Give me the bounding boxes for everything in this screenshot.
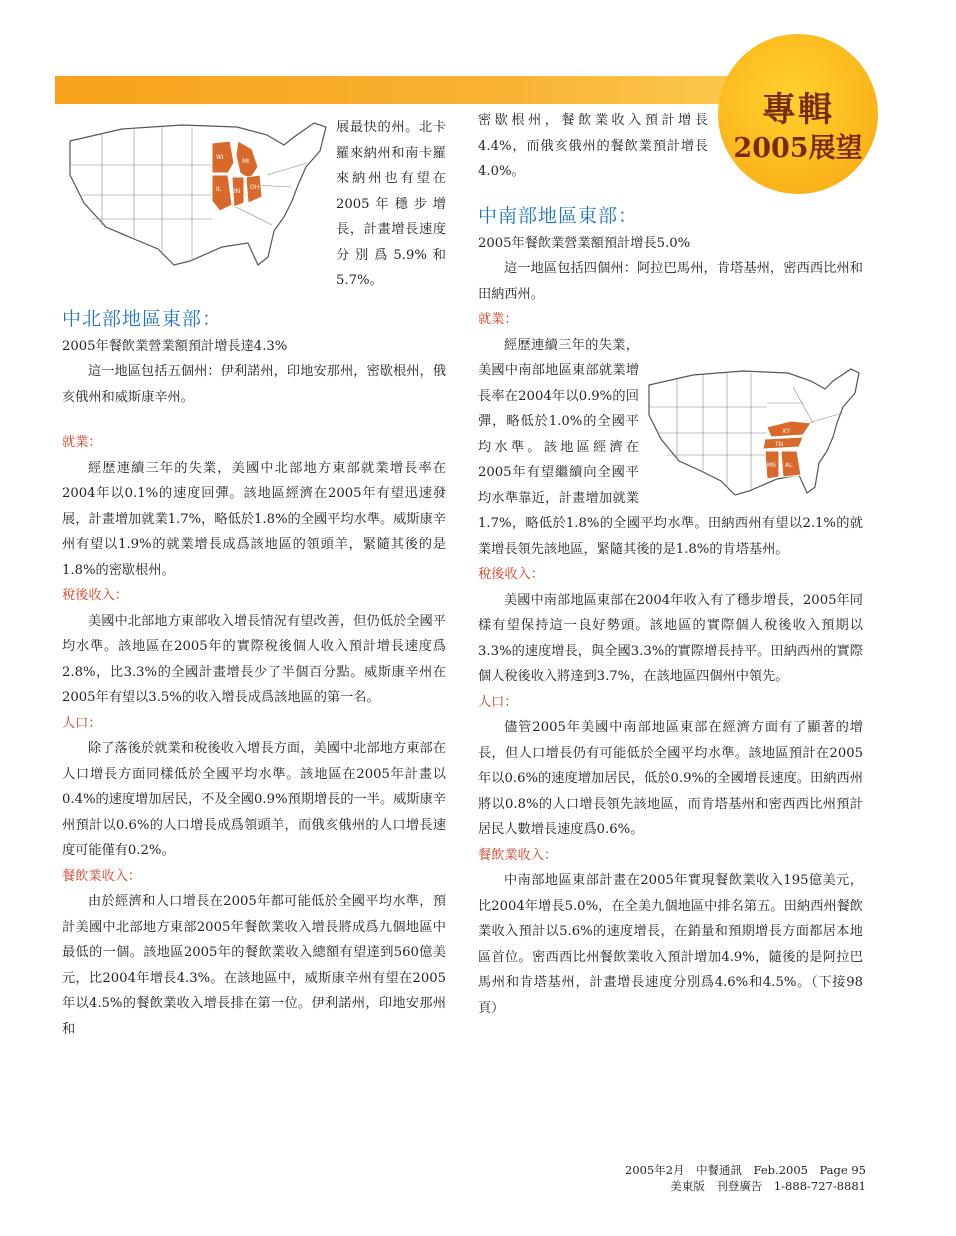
map-label-oh: OH: [250, 184, 260, 191]
employment-paragraph: 經歷連續三年的失業，美國中北部地方東部就業增長率在2004年以0.1%的速度回彈。該地區經濟在2005年有望迅速發展，計畫增加就業1.7%，略低於1.8%的全國平均水準。威斯康辛州有望以1.9%的就業增長成爲該地區的領頭羊，緊隨其後的是1.8%的密歇根州。: [62, 460, 446, 578]
left-intro-text: 展最快的州。北卡羅來納州和南卡羅來納州也有望在2005年穩步增長，計畫增長速度分別爲5.9%和5.7%。: [336, 120, 446, 288]
map-label-in: IN: [234, 188, 241, 195]
sales-paragraph: 中南部地區東部計畫在2005年實現餐飲業收入195億美元，比2004年增長5.0%，在全美九個地區中排名第五。田納西州餐飲業收入預計以5.6%的速度增長，在銷量和預期增長方面都居本地區首位。密西西比州餐飲業收入預計增加4.9%，隨後的是阿拉巴馬州和肯塔基州，計畫增長速度分別爲4.6%和4.5%。（下接98頁）: [478, 873, 863, 1016]
section-title-south-central-east: 中南部地區東部：: [478, 204, 639, 227]
badge-subtitle: 2005展望: [733, 133, 863, 164]
map-label-ms: MS: [767, 461, 776, 469]
badge-title: 專輯: [762, 90, 834, 130]
map-label-mi: MI: [242, 158, 249, 165]
population-heading: 人口：: [478, 694, 518, 710]
employment-paragraph: 經歷連續三年的失業，美國中南部地區東部就業增長率在2004年以0.9%的回彈，略低於1.0%的全國平均水準。該地區經濟在2005年有望繼續向全國平均水準靠近，計畫增加就業1.7%，略低於1.8%的全國平均水準。田納西州有望以2.1%的就業增長領先該地區，緊隨其後的是1.8%的肯塔基州。: [478, 337, 863, 557]
income-heading: 稅後收入：: [62, 588, 128, 603]
page-footer: [625, 1162, 866, 1194]
map-south-central-east: [643, 363, 863, 503]
population-paragraph: 除了落後於就業和稅後收入增長方面，美國中北部地方東部在人口增長方面同樣低於全國平均水準。該地區在2005年計畫以0.4%的速度增加居民，不及全國0.9%預期增長的一半。威斯康辛州預計以0.6%的人口增長成爲領頭羊，而俄亥俄州的人口增長速度可能僅有0.2%。: [62, 741, 446, 858]
employment-heading: 就業：: [62, 435, 102, 450]
sales-heading: 餐飲業收入：: [62, 868, 142, 884]
footer-advert-contact: 美東版 刊登廣告 1-888-727-8881: [670, 1179, 866, 1193]
right-continued-text: 密歇根州，餐飲業收入預計增長4.4%，而俄亥俄州的餐飲業預計增長4.0%。: [478, 113, 708, 179]
population-paragraph: 儘管2005年美國中南部地區東部在經濟方面有了顯著的增長，但人口增長仍有可能低於全國平均水準。該地區預計在2005年以0.6%的速度增加居民，低於0.9%的全國增長速度。田納西州將以0.8%的人口增長領先該地區，而肯塔基州和密西西比州預計居民人數增長速度爲0.6%。: [478, 720, 863, 837]
income-heading: 稅後收入：: [478, 567, 544, 582]
map-label-wi: WI: [216, 154, 224, 161]
sales-heading: 餐飲業收入：: [478, 847, 558, 863]
right-column: [478, 108, 863, 1021]
sales-paragraph: 由於經濟和人口增長在2005年都可能低於全國平均水準，預計美國中北部地方東部2005年餐飲業收入增長將成爲九個地區中最低的一個。該地區2005年的餐飲業收入總額有望達到560億美元，比2004年增長4.3%。在該地區中，威斯康辛州有望在2005年以4.5%的餐飲業收入增長排在第一位。伊利諾州，印地安那州和: [62, 894, 446, 1037]
map-label-al: AL: [785, 461, 793, 469]
footer-date-page: 2005年2月 中餐通訊 Feb.2005 Page 95: [624, 1163, 866, 1177]
map-label-tn: TN: [775, 440, 784, 448]
income-paragraph: 美國中北部地方東部收入增長情況有望改善，但仍低於全國平均水準。該地區在2005年的實際稅後個人收入預計增長速度爲2.8%，比3.3%的全國計畫增長少了半個百分點。威斯康辛州在2005年有望以3.5%的收入增長成爲該地區的第一名。: [62, 613, 446, 705]
forecast-south-central-east: 2005年餐飲業營業額預計增長5.0%: [478, 235, 691, 251]
map-north-central-east: [62, 115, 330, 275]
income-paragraph: 美國中南部地區東部在2004年收入有了穩步增長，2005年同樣有望保持這一良好勢頭。該地區的實際個人稅後收入預期以3.3%的速度增長，與全國3.3%的實際增長持平。田納西州的實際個人稅後收入將達到3.7%，在該地區四個州中領先。: [478, 592, 863, 684]
population-heading: 人口：: [62, 715, 102, 731]
region-description: 這一地區包括四個州：阿拉巴馬州，肯塔基州，密西西比州和田納西州。: [478, 261, 863, 302]
forecast-north-central-east: 2005年餐飲業營業額預計增長達4.3%: [62, 338, 288, 354]
map-label-il: IL: [216, 186, 222, 193]
region-description: 這一地區包括五個州：伊利諾州，印地安那州，密歇根州，俄亥俄州和威斯康辛州。: [62, 364, 446, 405]
employment-heading: 就業：: [478, 312, 518, 327]
section-title-north-central-east: 中北部地區東部：: [62, 307, 223, 330]
left-column: [62, 115, 446, 1042]
map-label-ky: KY: [783, 427, 791, 435]
